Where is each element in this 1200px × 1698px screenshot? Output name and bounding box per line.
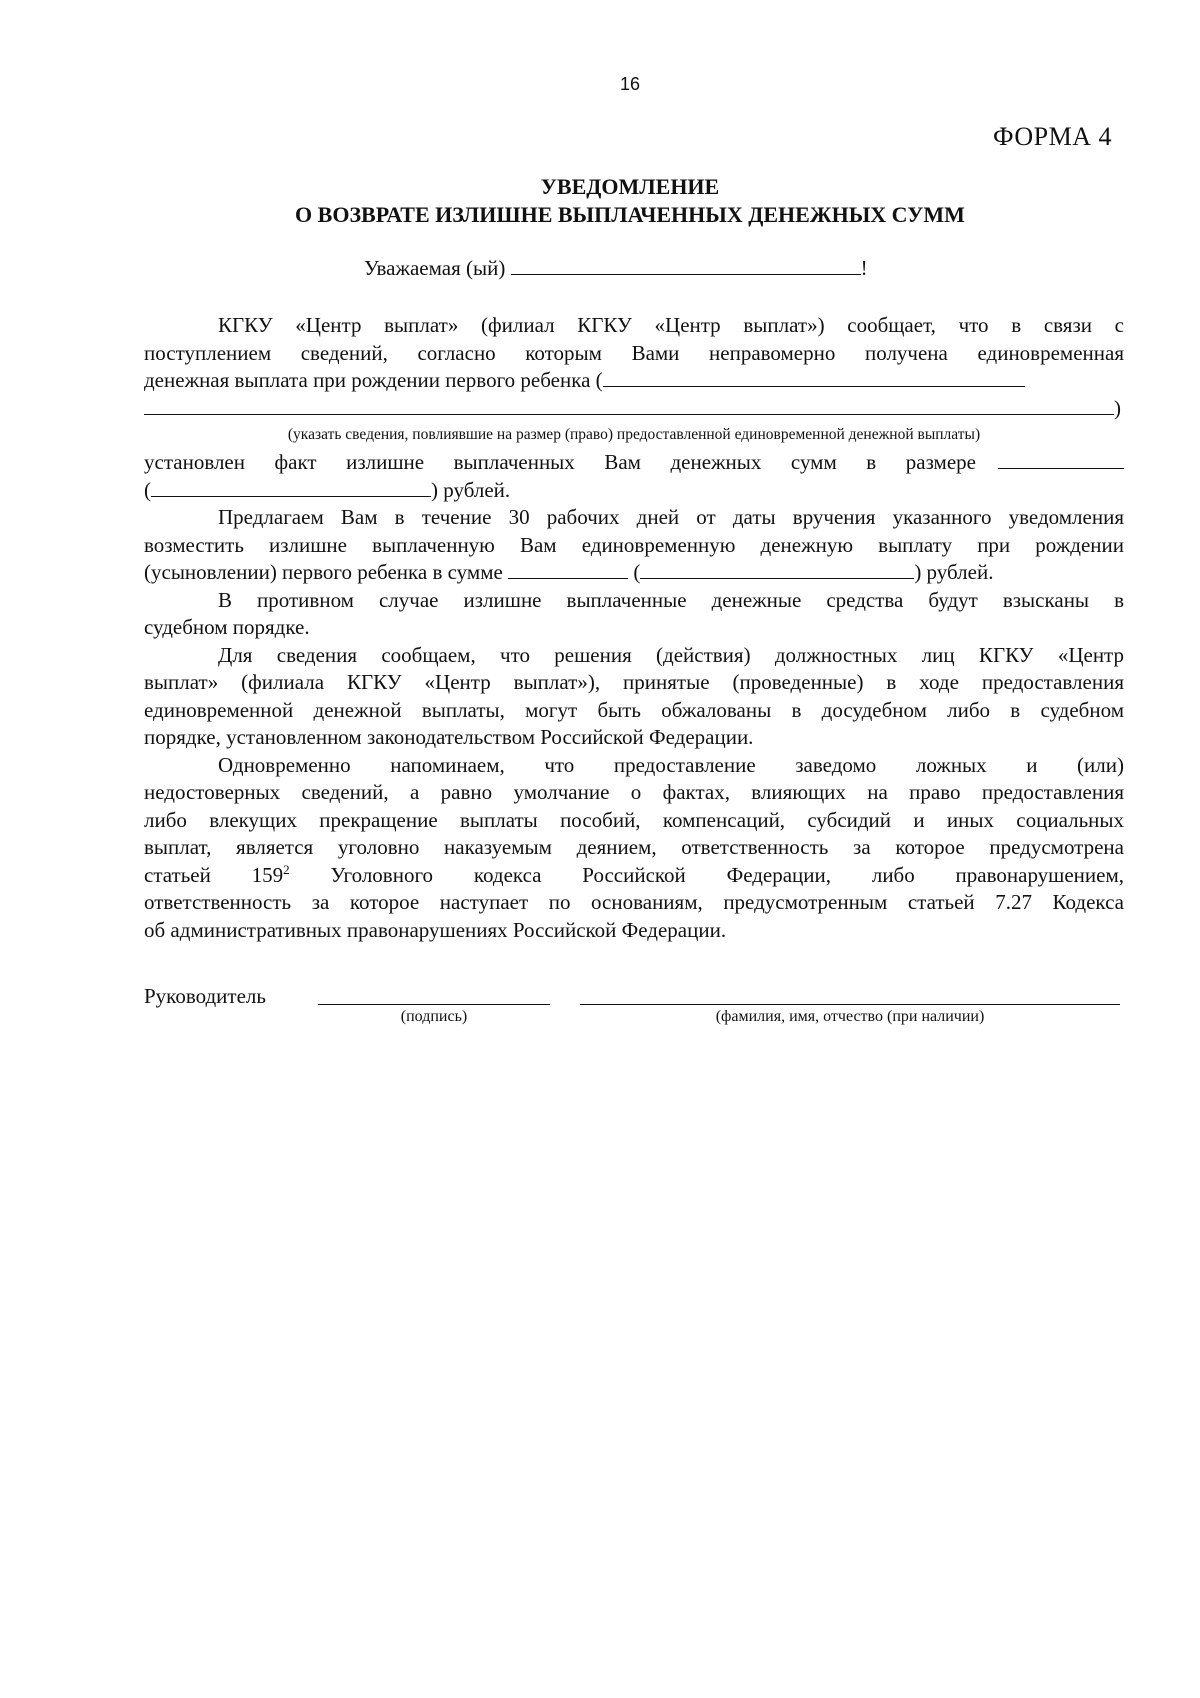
grounds-field[interactable] [603, 368, 1025, 387]
p1-line1: КГКУ «Центр выплат» (филиал КГКУ «Центр выплат») сообщает, что в связи с [218, 313, 1124, 337]
p1-line3 [144, 367, 1124, 395]
p2-line2: возместить излишне выплаченную Вам единовременную денежную выплату при рождении [144, 532, 1124, 557]
greeting-suffix: ! [860, 256, 868, 280]
p5-line2: недостоверных сведений, а равно умолчание о фактах, влияющих на право предоставления [144, 780, 1124, 804]
p5-line5-sup: 2 [283, 861, 290, 877]
p4-line3: единовременной денежной выплаты, могут быть обжалованы в досудебном либо в судебном [144, 697, 1124, 722]
signer-name-field[interactable] [580, 1004, 1120, 1005]
p5-line5-b: Уголовного кодекса Российской Федерации, либо правонарушением, [289, 862, 1124, 887]
grounds-note: (указать сведения, повлиявшие на размер (право) предоставленной единовременной денежной выплаты) [287, 426, 981, 443]
p4-line1: Для сведения сообщаем, что решения (действия) должностных лиц КГКУ «Центр [218, 642, 1124, 667]
p4-line4: порядке, установленном законодательством Российской Федерации. [144, 725, 754, 749]
p5-line6: ответственность за которое наступает по основаниям, предусмотренным статьей 7.27 Кодекса [144, 890, 1124, 914]
p2-line3-open: ( [633, 560, 641, 584]
p1-line4 [144, 395, 1124, 423]
signature-label: Руководитель [144, 984, 266, 1008]
p2-line3-end: ) рублей. [914, 560, 994, 584]
p1-line3-text: денежная выплата при рождении первого ребенка ( [144, 368, 603, 392]
form-label: ФОРМА 4 [993, 122, 1112, 151]
p1-line4-end: ) [1114, 395, 1121, 420]
p1-line6 [144, 477, 1124, 505]
p1-line2: поступлением сведений, согласно которым Вами неправомерно получена единовременная [144, 340, 1124, 365]
p2-line1: Предлагаем Вам в течение 30 рабочих дней от даты вручения указанного уведомления [218, 505, 1124, 529]
greeting-prefix: Уважаемая (ый) [364, 256, 506, 280]
greeting-line [364, 256, 868, 281]
signature-field[interactable] [318, 1004, 550, 1005]
p1-line6-end: ) рублей. [431, 477, 511, 502]
recipient-name-field[interactable] [511, 256, 861, 275]
p5-line5-a: статьей 159 [144, 862, 284, 887]
refund-amount-words-field[interactable] [640, 560, 914, 579]
p1-line5-text: установлен факт излишне выплаченных Вам денежных сумм в размере [144, 450, 976, 474]
p5-line5 [144, 862, 1124, 890]
overpaid-amount-words-field[interactable] [151, 478, 431, 497]
grounds-field-continued[interactable] [144, 396, 1114, 415]
notice-body [144, 312, 1124, 944]
overpaid-amount-field[interactable] [998, 450, 1124, 469]
signer-name-caption: (фамилия, имя, отчество (при наличии) [715, 1008, 985, 1025]
signature-caption: (подпись) [400, 1008, 468, 1025]
p5-line4: выплат, является уголовно наказуемым деянием, ответственность за которое предусмотрена [144, 835, 1124, 859]
p5-line7: об административных правонарушениях Российской Федерации. [144, 917, 727, 942]
refund-amount-field[interactable] [508, 560, 628, 579]
page-number: 16 [619, 74, 641, 94]
p3-line2: судебном порядке. [144, 615, 310, 639]
document-title: УВЕДОМЛЕНИЕ [540, 174, 720, 199]
p5-line3: либо влекущих прекращение выплаты пособий, компенсаций, субсидий и иных социальных [144, 807, 1124, 832]
p2-line3-text: (усыновлении) первого ребенка в сумме [144, 560, 503, 584]
p2-line3 [144, 559, 1124, 587]
p1-line5 [144, 449, 1124, 477]
p3-line1: В противном случае излишне выплаченные денежные средства будут взысканы в [218, 587, 1124, 612]
document-subtitle: О ВОЗВРАТЕ ИЗЛИШНЕ ВЫПЛАЧЕННЫХ ДЕНЕЖНЫХ СУММ [295, 202, 965, 227]
p5-line1: Одновременно напоминаем, что предоставление заведомо ложных и (или) [218, 752, 1124, 777]
p4-line2: выплат» (филиала КГКУ «Центр выплат»), принятые (проведенные) в ходе предоставления [144, 670, 1124, 694]
p1-line6-open: ( [144, 477, 151, 502]
